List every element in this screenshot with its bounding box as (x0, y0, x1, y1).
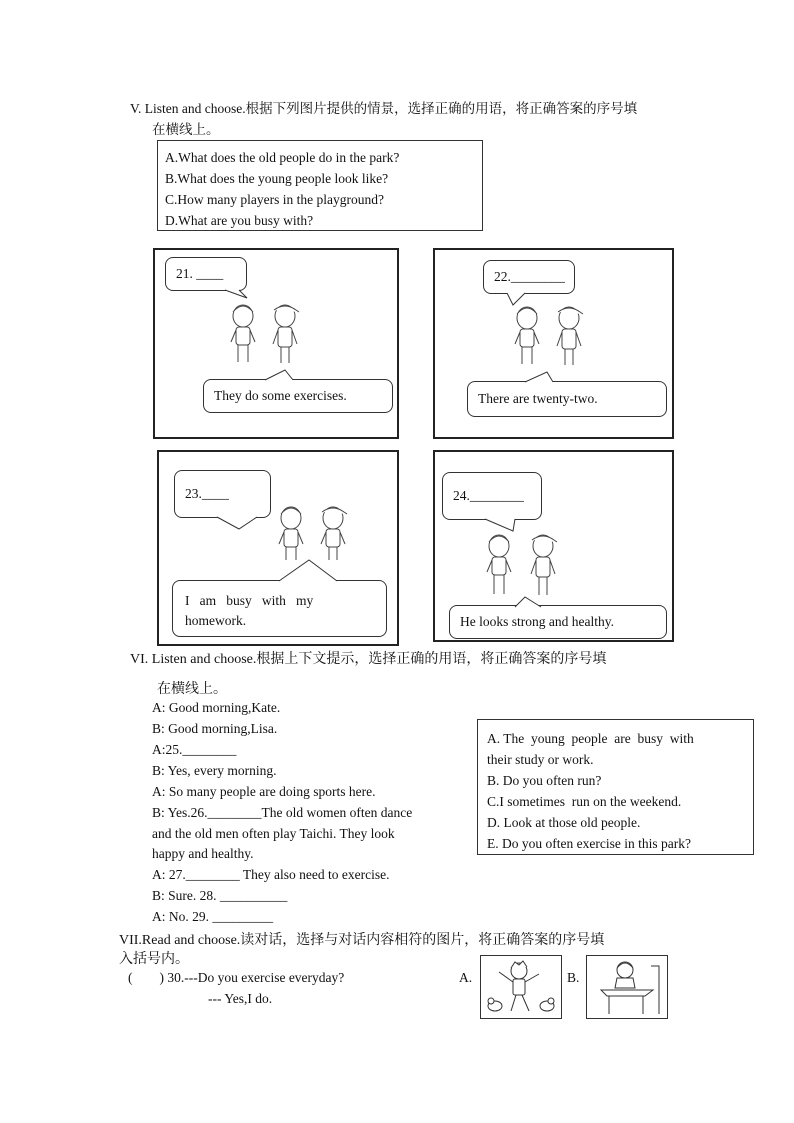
option-d: D.What are you busy with? (165, 213, 314, 228)
answer-21: They do some exercises. (214, 388, 347, 403)
question-bubble-22 (483, 260, 575, 294)
answer-23-line2: homework. (185, 613, 247, 628)
section-7-title: VII.Read and choose.读对话，选择与对话内容相符的图片，将正确答案的序号填 (119, 933, 605, 948)
question-bubble-23 (174, 470, 271, 518)
bubble-tail-icon (225, 290, 249, 300)
blank-25[interactable]: A:25.________ (152, 742, 237, 757)
girl-studying-at-desk-icon (587, 956, 667, 1018)
blank-27[interactable]: A: 27.________ They also need to exercise. (152, 867, 390, 882)
question-bubble-21 (165, 257, 247, 291)
answer-bubble-24 (449, 605, 667, 639)
question-30[interactable]: ( ) 30.---Do you exercise everyday? (128, 970, 345, 985)
choice-a-label: A. (459, 970, 473, 985)
question-22[interactable]: 22.________ (494, 269, 565, 284)
section-6-title: VI. Listen and choose.根据上下文提示，选择正确的用语，将正确答案的序号填 (130, 652, 607, 667)
bubble-tail-icon (515, 597, 545, 607)
option-a: A.What does the old people do in the park? (165, 150, 400, 165)
option-d: D. Look at those old people. (487, 815, 641, 830)
children-illustration-icon (477, 532, 577, 602)
section-5-title: V. Listen and choose.根据下列图片提供的情景，选择正确的用语，将正确答案的序号填 (130, 101, 638, 116)
picture-panel-22 (433, 248, 674, 439)
section-5-options-box (157, 140, 483, 231)
dialogue-line: and the old men often play Taichi. They look (152, 826, 395, 841)
choice-b-picture[interactable] (586, 955, 668, 1019)
answer-bubble-23 (172, 580, 387, 637)
dialogue-line: A: Good morning,Kate. (152, 700, 281, 715)
option-b: B.What does the young people look like? (165, 171, 389, 186)
option-b: B. Do you often run? (487, 773, 602, 788)
answer-22: There are twenty-two. (478, 391, 598, 406)
section-5-title-cont: 在横线上。 (152, 122, 220, 137)
bubble-tail-icon (485, 519, 519, 533)
answer-bubble-22 (467, 381, 667, 417)
answer-23-line1: I am busy with my (185, 593, 314, 608)
bubble-tail-icon (525, 372, 555, 382)
picture-panel-21 (153, 248, 399, 439)
children-illustration-icon (507, 304, 617, 372)
section-6-options-box (477, 719, 754, 855)
picture-panel-23 (157, 450, 399, 646)
answer-24: He looks strong and healthy. (460, 614, 614, 629)
option-c: C.How many players in the playground? (165, 192, 384, 207)
dialogue-line: B: Good morning,Lisa. (152, 721, 278, 736)
boy-exercising-with-dogs-icon (481, 956, 561, 1018)
choice-b-label: B. (567, 970, 580, 985)
answer-bubble-21 (203, 379, 393, 413)
blank-29[interactable]: A: No. 29. _________ (152, 909, 274, 924)
question-bubble-24 (442, 472, 542, 520)
dialogue-line: A: So many people are doing sports here. (152, 784, 376, 799)
option-c: C.I sometimes run on the weekend. (487, 794, 682, 809)
dialogue-line: happy and healthy. (152, 846, 254, 861)
bubble-tail-icon (217, 517, 259, 531)
choice-a-picture[interactable] (480, 955, 562, 1019)
blank-28[interactable]: B: Sure. 28. __________ (152, 888, 288, 903)
bubble-tail-icon (265, 370, 295, 380)
question-21[interactable]: 21. ____ (176, 266, 224, 281)
bubble-tail-icon (279, 560, 339, 582)
option-e: E. Do you often exercise in this park? (487, 836, 691, 851)
question-23[interactable]: 23.____ (185, 486, 229, 501)
question-24[interactable]: 24.________ (453, 488, 524, 503)
option-a: A. The young people are busy with (487, 731, 694, 746)
section-6-title-cont: 在横线上。 (157, 682, 227, 697)
question-30-reply: --- Yes,I do. (208, 991, 273, 1006)
children-illustration-icon (223, 302, 333, 370)
blank-26[interactable]: B: Yes.26.________The old women often dance (152, 805, 413, 820)
dialogue-line: B: Yes, every morning. (152, 763, 277, 778)
picture-panel-24 (433, 450, 674, 642)
option-a-cont: their study or work. (487, 752, 594, 767)
section-7-title-cont: 入括号内。 (119, 952, 189, 967)
